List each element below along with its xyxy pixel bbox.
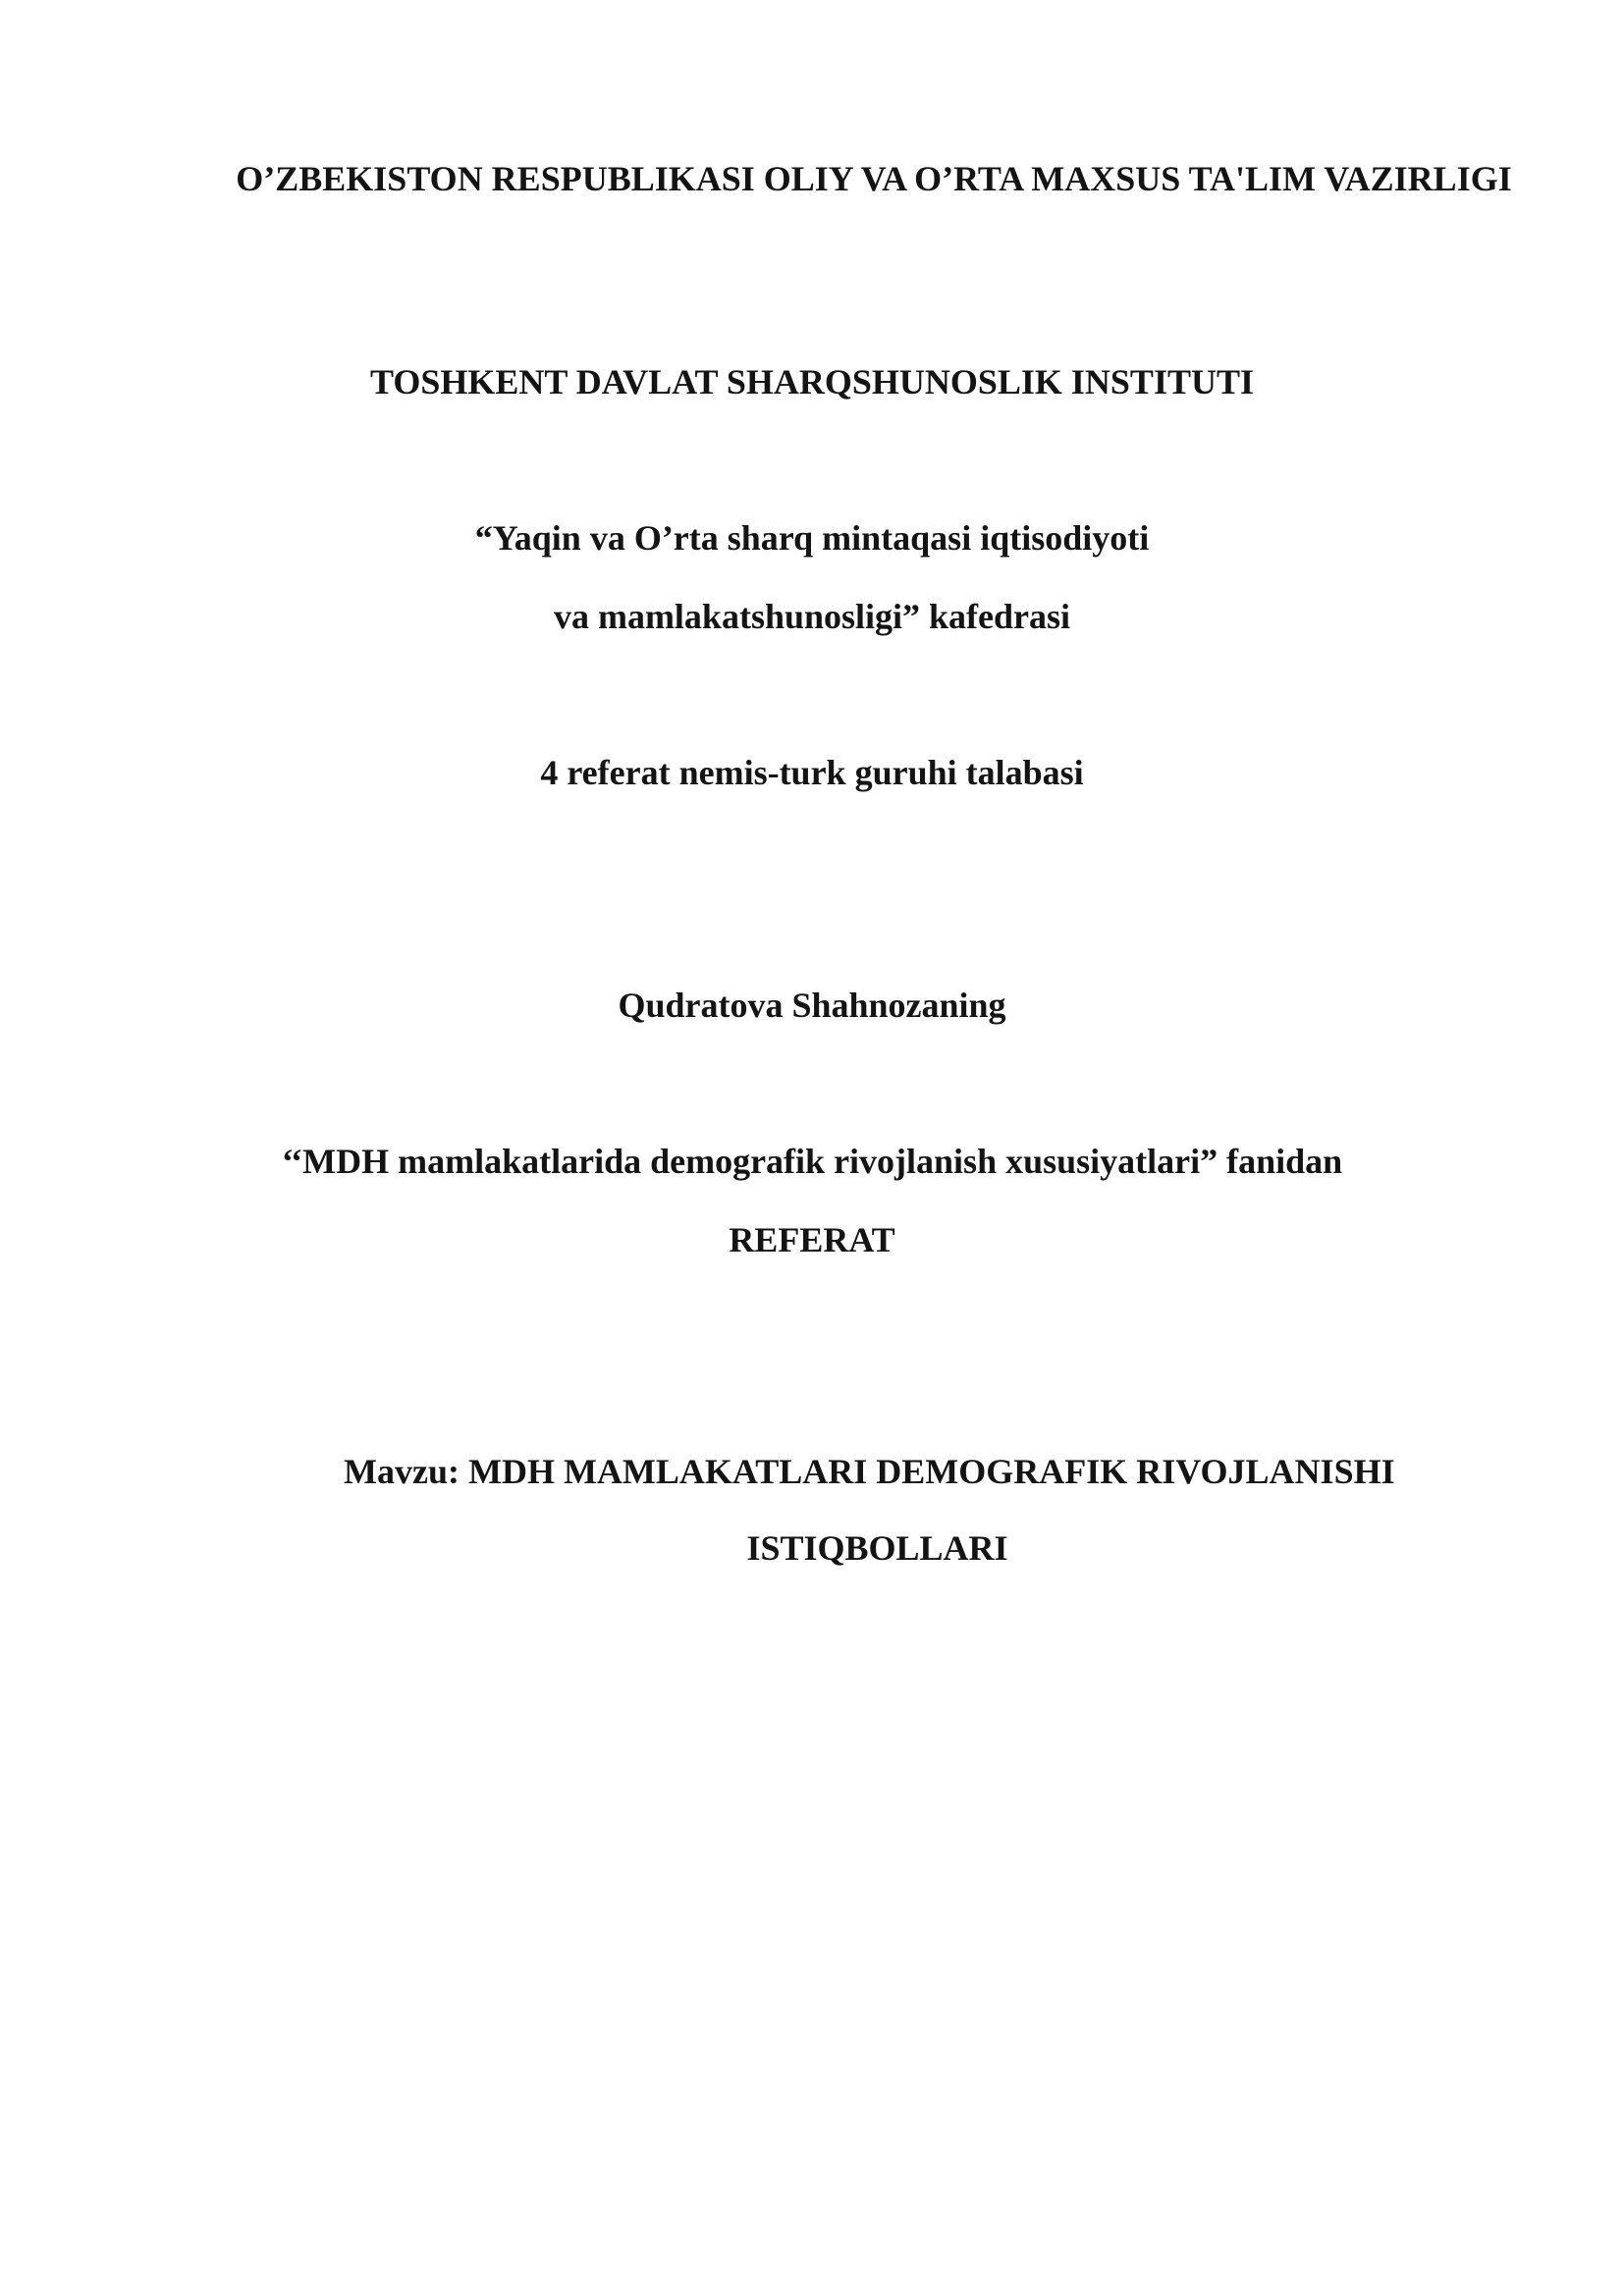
group-line: 4 referat nemis-turk guruhi talabasi (540, 753, 1084, 792)
topic-line-1: Mavzu: MDH MAMLAKATLARI DEMOGRAFIK RIVOJLANISHI (344, 1452, 1395, 1491)
department-line-2: va mamlakatshunosligi” kafedrasi (553, 597, 1071, 636)
student-name: Qudratova Shahnozaning (618, 986, 1006, 1025)
department-line-1: “Yaqin va O’rta sharq mintaqasi iqtisodiyoti (474, 518, 1150, 558)
ministry-heading: O’ZBEKISTON RESPUBLIKASI OLIY VA O’RTA MAXSUS TA'LIM VAZIRLIGI (236, 159, 1512, 198)
document-type: REFERAT (729, 1220, 895, 1259)
subject-line: ‘‘MDH mamlakatlarida demografik rivojlanish xususiyatlari” fanidan (281, 1142, 1343, 1181)
institute-heading: TOSHKENT DAVLAT SHARQSHUNOSLIK INSTITUTI (370, 362, 1254, 401)
topic-line-2: ISTIQBOLLARI (746, 1528, 1008, 1568)
